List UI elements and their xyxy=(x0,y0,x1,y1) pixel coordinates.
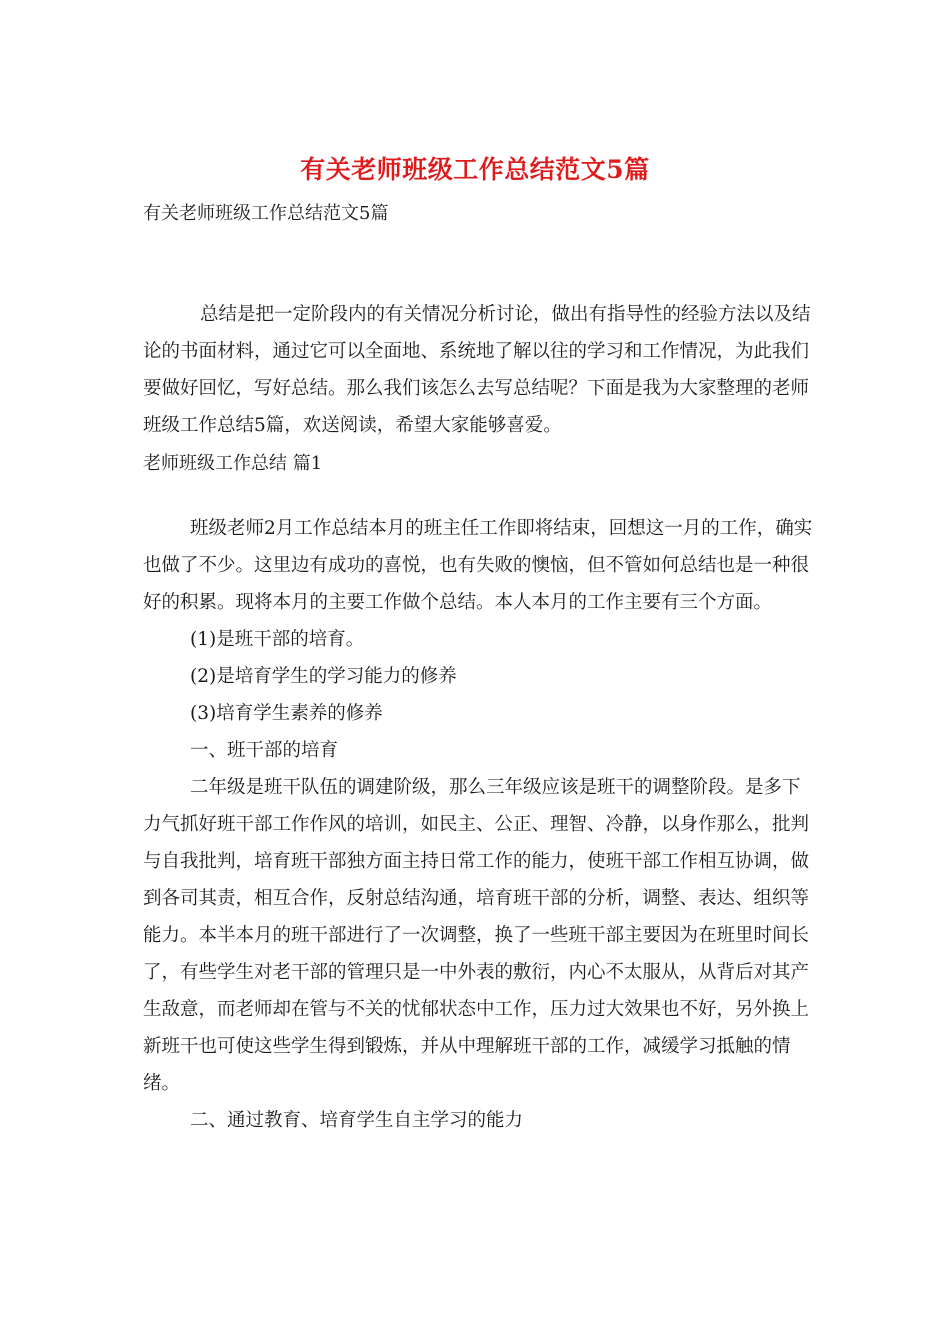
section-heading: 老师班级工作总结 篇1 xyxy=(143,453,323,474)
list-item: (3)培育学生素养的修养 xyxy=(190,703,383,724)
list-item: (2)是培育学生的学习能力的修养 xyxy=(190,666,457,687)
intro-block xyxy=(143,296,813,444)
intro-paragraph: 总结是把一定阶段内的有关情况分析讨论，做出有指导性的经验方法以及结论的书面材料，通过它可以全面地、系统地了解以往的学习和工作情况，为此我们要做好回忆，写好总结。那么我们该怎么去写总结呢？下面是我为大家整理的老师班级工作总结5篇，欢送阅读，希望大家能够喜爱。 xyxy=(143,304,811,436)
subheading: 二、通过教育、培育学生自主学习的能力 xyxy=(190,1110,524,1131)
body-paragraph: 二年级是班干队伍的调建阶级，那么三年级应该是班干的调整阶段。是多下力气抓好班干部工作作风的培训，如民主、公正、理智、冷静，以身作那么，批判与自我批判，培育班干部独方面主持日常工作的能力，使班干部工作相互协调，做到各司其责，相互合作，反射总结沟通，培育班干部的分析，调整、表达、组织等能力。本半本月的班干部进行了一次调整，换了一些班干部主要因为在班里时间长了，有些学生对老干部的管理只是一中外表的敷衍，内心不太服从，从背后对其产生敌意，而老师却在管与不关的忧郁状态中工作，压力过大效果也不好，另外换上新班干也可使这些学生得到锻炼，并从中理解班干部的工作，减缓学习抵触的情绪。 xyxy=(143,777,810,1094)
body-block xyxy=(143,510,813,1139)
body-paragraph: 班级老师2月工作总结本月的班主任工作即将结束，回想这一月的工作，确实也做了不少。这里边有成功的喜悦，也有失败的懊恼，但不管如何总结也是一种很好的积累。现将本月的主要工作做个总结。本人本月的工作主要有三个方面。 xyxy=(143,518,813,613)
document-subtitle: 有关老师班级工作总结范文5篇 xyxy=(143,203,389,224)
list-item: (1)是班干部的培育。 xyxy=(190,629,365,650)
document-title: 有关老师班级工作总结范文5篇 xyxy=(300,155,650,184)
subheading: 一、班干部的培育 xyxy=(190,740,339,761)
